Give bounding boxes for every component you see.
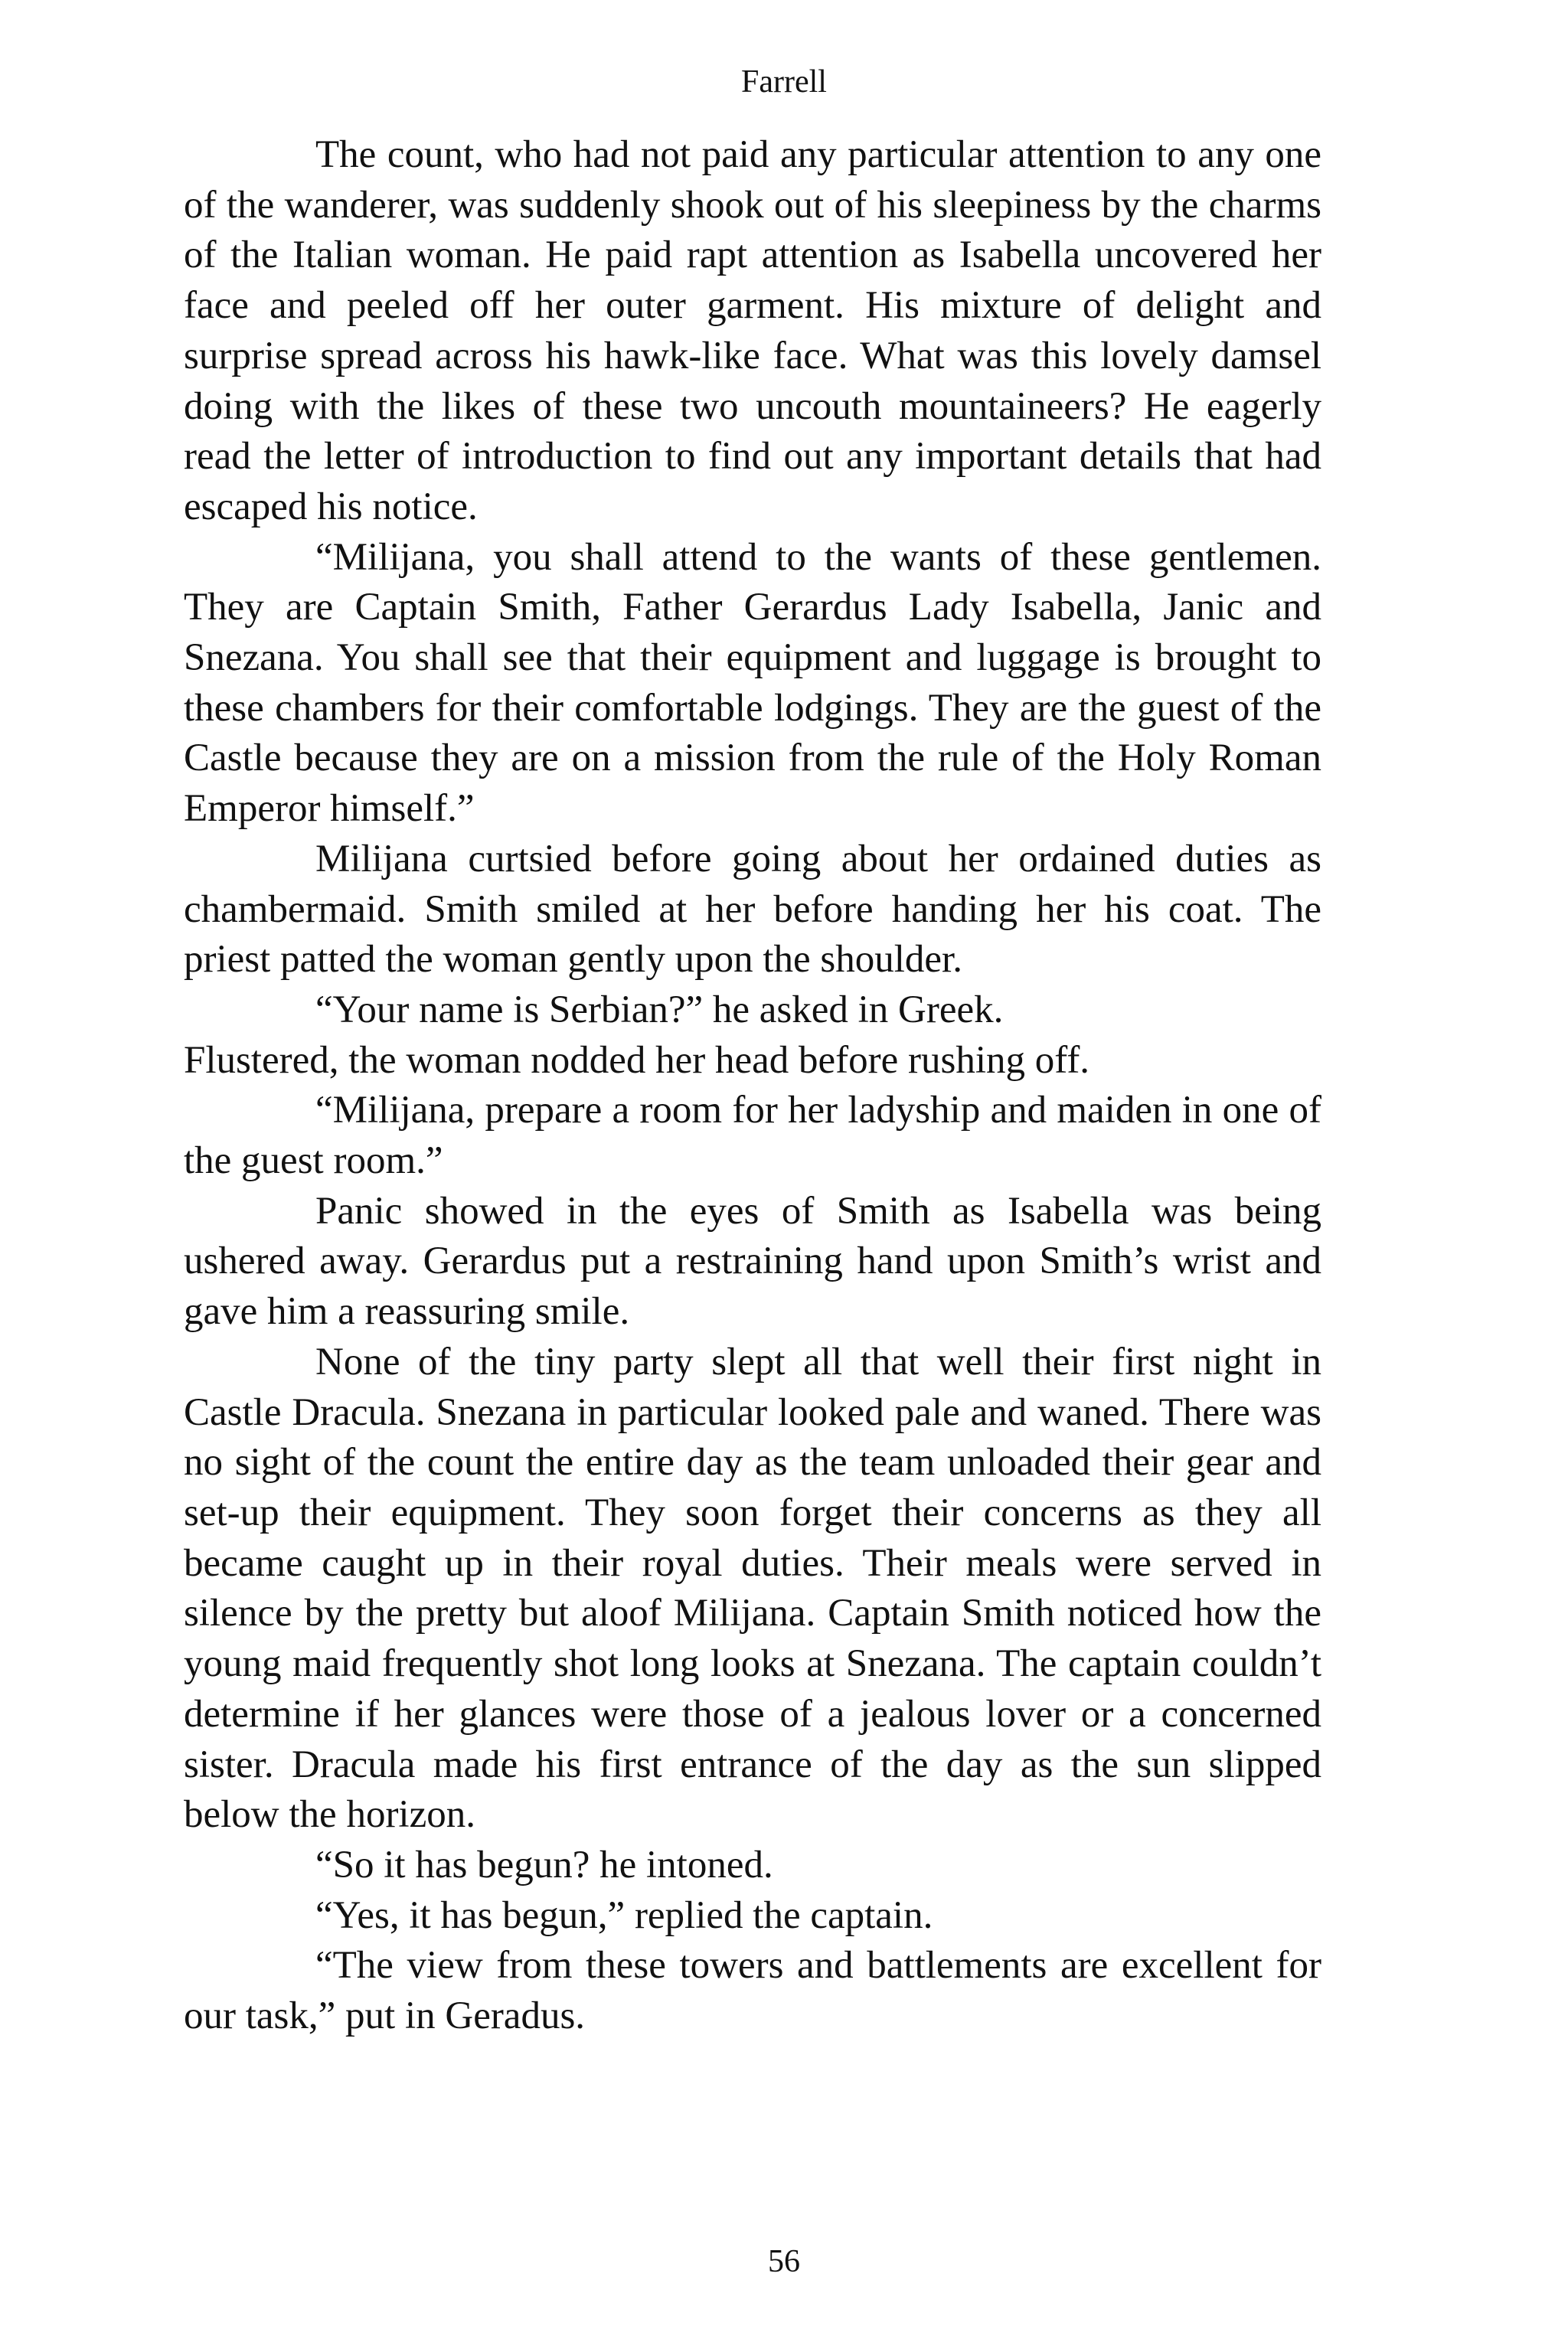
paragraph: “Milijana, you shall attend to the wants of these gentlemen. They are Captain Smith, Father Gerardus Lady Isabella, Janic and Snezana. You shall see that their equipment and luggage is brought to these chambers for their comfortable lodgings. They are the guest of the Castle because they are on a mission from the rule of the Holy Roman Emperor himself.” <box>184 535 1321 831</box>
paragraph: Flustered, the woman nodded her head before rushing off. <box>184 1038 1090 1082</box>
page-number: 56 <box>768 2244 800 2279</box>
paragraph: “Yes, it has begun,” replied the captain. <box>315 1893 933 1937</box>
running-head: Farrell <box>741 64 827 100</box>
paragraph: The count, who had not paid any particular attention to any one of the wanderer, was suddenly shook out of his sleepiness by the charms of the Italian woman. He paid rapt attention as Isabella uncovered her face and peeled off her outer garment. His mixture of delight and surprise spread across his hawk-like face. What was this lovely damsel doing with the likes of these two uncouth mountaineers? He eagerly read the letter of introduction to find out any important details that had escaped his notice. <box>184 133 1321 528</box>
paragraph: None of the tiny party slept all that well their first night in Castle Dracula. Snezana in particular looked pale and waned. There was no sight of the count the entire day as the team unloaded their gear and set-up their equipment. They soon forget their concerns as they all became caught up in their royal duties. Their meals were served in silence by the pretty but aloof Milijana. Captain Smith noticed how the young maid frequently shot long looks at Snezana. The captain couldn’t determine if her glances were those of a jealous lover or a concerned sister. Dracula made his first entrance of the day as the sun slipped below the horizon. <box>184 1340 1321 1837</box>
body-text <box>184 130 1321 2042</box>
paragraph: Panic showed in the eyes of Smith as Isabella was being ushered away. Gerardus put a restraining hand upon Smith’s wrist and gave him a reassuring smile. <box>184 1189 1321 1334</box>
paragraph: “Milijana, prepare a room for her ladyship and maiden in one of the guest room.” <box>184 1089 1321 1183</box>
paragraph: Milijana curtsied before going about her ordained duties as chambermaid. Smith smiled at her before handing her his coat. The priest patted the woman gently upon the shoulder. <box>184 837 1321 982</box>
paragraph: “So it has begun? he intoned. <box>315 1843 773 1886</box>
paragraph: “The view from these towers and battlements are excellent for our task,” put in Geradus. <box>184 1944 1321 2038</box>
paragraph: “Your name is Serbian?” he asked in Greek. <box>315 988 1004 1031</box>
